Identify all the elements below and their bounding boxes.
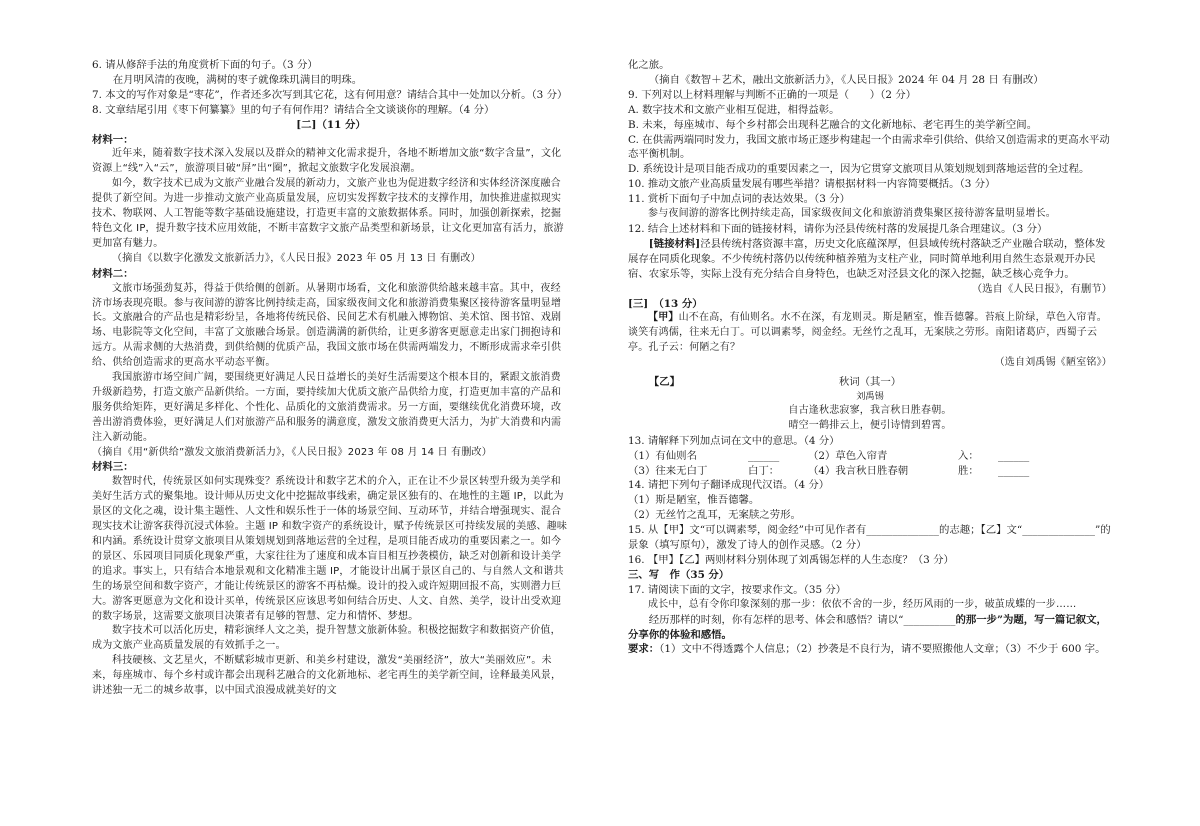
poem-line-1: 自古逢秋悲寂寥，我言秋日胜春朝。 xyxy=(788,404,952,416)
question-13-row-2 xyxy=(628,464,1112,479)
question-15-part-3: ”的景象（填写原句），激发了诗人的创作灵感。（2 分） xyxy=(628,524,1111,552)
question-17-prompt-2b: 的那一步”为题，写一篇记叙文，分享你的体验和感悟。 xyxy=(628,613,1107,641)
question-8: 8. 文章结尾引用《枣下何纂纂》里的句子有何作用？请结合全文谈谈你的理解。（4 分） xyxy=(92,103,495,116)
question-13-item-4: （4）我言秋日胜春朝 xyxy=(808,464,909,477)
question-7: 7. 本文的写作对象是“枣花”，作者还多次写到其它花，这有何用意？请结合其中一处加以分析。（3 分） xyxy=(92,88,568,101)
link-material-source: （选自《人民日报》，有删节） xyxy=(971,282,1112,295)
question-13-row-1 xyxy=(628,449,1112,464)
question-15-part-1: 15. 从【甲】文“可以调素琴，阅金经”中可见作者有 xyxy=(628,524,867,537)
question-17-prompt-2 xyxy=(628,613,1112,643)
question-17: 17. 请阅读下面的文字，按要求作文。（35 分） xyxy=(628,583,847,596)
question-13-item-3: （3）往来无白丁 xyxy=(628,464,708,477)
left-column xyxy=(92,58,570,699)
material-3-paragraph-1: 数智时代，传统景区如何实现殊变？系统设计和数字艺术的介入，正在让不少景区转型升级为美学和美好生活方式的聚集地。设计师从历史文化中挖掘故事线索，确定景区独有的、在地性的主题 IP，以此为景区的文化之魂，设计集主题性、人文性和娱乐性于一体的场景空间、互动环节，并结合增强现实、混合现实技术让游客获得沉浸式体验。主题 IP 和数字资产的系统设计，赋予传统景区可持续发展的美感、趣味和内涵。系统设计贯穿文旅项目从策划规划到落地运营的全过程，是项目能否成功的重要因素之一。如今的景区、乐园项目同质化现象严重，大家往往为了速度和成本盲目相互抄袭模仿，缺乏对创新和设计美学的追求。事实上，只有结合本地景观和文化精准主题 IP，才能设计出属于景区自己的、与自然人文和谐共生的场景空间和数字资产，才能让传统景区的游客不再枯燥。设计的投入或许短期回报不高，实则潜力巨大。游客更愿意为文化和设计买单，传统景区应该思考如何结合历史、人文、自然、美学，设计出受欢迎的数字场景，这需要文旅项目决策者有足够的智慧、定力和情怀、梦想。 xyxy=(92,476,568,622)
passage-jia xyxy=(628,311,1112,356)
link-material-label: [链接材料] xyxy=(648,237,701,250)
material-2-paragraph-2: 我国旅游市场空间广阔，要围绕更好满足人民日益增长的美好生活需要这个根本目的，紧跟文旅消费升级新趋势，打造文旅产品新供给。一方面，要持续加大优质文旅产品供给力度，打造更加丰富的产品和服务供给矩阵，更好满足多样化、个性化、品质化的文旅消费需求。另一方面，要继续优化消费环境，改善出游消费体验，更好满足人们对旅游产品和服务的满意度，激发文旅消费更大活力，为扩大消费和内需注入新动能。 xyxy=(92,372,562,443)
question-10: 10. 推动文旅产业高质量发展有哪些举措？请根据材料一内容简要概括。（3 分） xyxy=(628,178,996,191)
question-9-option-c: C. 在供需两端同时发力，我国文旅市场正逐步构建起一个由需求牵引供给、供给又创造需求的更高水平动态平衡机制。 xyxy=(628,133,1110,161)
answer-blank: ______ xyxy=(748,449,780,462)
material-3-paragraph-2: 数字技术可以活化历史，精彩演绎人文之美，提升智慧文旅新体验。积极挖掘数字和数据资产价值，成为文旅产业高质量发展的有效抓手之一。 xyxy=(92,625,561,652)
requirements-text: （1）文中不得透露个人信息；（2）抄袭是不良行为，请不要照搬他人文章；（3）不少于 600 字。 xyxy=(659,643,1106,656)
passage-yi-label: 【乙】 xyxy=(648,376,680,389)
section-2-heading: [二]（11 分） xyxy=(296,118,366,131)
material-3-source: （摘自《数智＋艺术，融出文旅新活力》，《人民日报》2024 年 04 月 28 日 有删改） xyxy=(648,73,1044,86)
answer-blank: ______ xyxy=(998,449,1030,462)
section-3-heading: [三] （13 分） xyxy=(628,297,703,310)
question-9-option-a: A. 数字技术和文旅产业相互促进，相得益彰。 xyxy=(628,103,840,116)
question-16: 16. 【甲】【乙】两则材料分别体现了刘禹锡怎样的人生态度？（3 分） xyxy=(628,554,954,566)
answer-blank: ______ xyxy=(998,464,1030,477)
poem-author: 刘禹锡 xyxy=(856,390,884,402)
material-3-paragraph-3: 科技硬核、文艺星火，不断赋彩城市更新、和美乡村建设，激发“美丽经济”，放大“美丽效应”。未来，每座城市、每个乡村或许都会出现科艺融合的文化新地标、老宅再生的美学新空间，诠释最美风景，讲述独一无二的城乡故事，以中国式浪漫成就美好的文 xyxy=(92,655,562,697)
material-1-paragraph-2: 如今，数字技术已成为文旅产业融合发展的新动力，文旅产业也为促进数字经济和实体经济深度融合提供了新空间。为进一步推动文旅产业高质量发展，应切实发挥数字技术的支撑作用，加快推进虚拟现实技术、物联网、人工智能等数字基础设施建设，打造更丰富的文旅数据体系。同时，加强创新探索，挖掘特色文化 IP，提升数字技术应用效能，不断丰富数字文旅产品类型和新场景，让文化更加富有活力，旅游更加富有魅力。 xyxy=(92,178,564,249)
passage-yi-header xyxy=(628,375,1112,390)
question-15-part-2: 的志趣；【乙】文“ xyxy=(939,524,1023,537)
title-blank: __________ xyxy=(903,613,956,626)
right-column xyxy=(628,58,1112,657)
material-1-title: 材料一： xyxy=(92,133,134,146)
question-13: 13. 请解释下列加点词在文中的意思。（4 分） xyxy=(628,434,840,447)
question-13-item-3-word: 白丁： xyxy=(748,464,780,477)
question-13-item-1: （1）有仙则名 xyxy=(628,449,697,462)
question-9: 9. 下列对以上材料理解与判断不正确的一项是（ ）（2 分） xyxy=(628,88,917,101)
question-11-quote: 参与夜间游的游客比例持续走高，国家级夜间文化和旅游消费集聚区接待游客量明显增长。 xyxy=(648,208,1056,220)
question-17-prompt-2a: 经历那样的时刻，你有怎样的思考、体会和感悟？请以“ xyxy=(648,613,904,626)
question-14-item-2: （2）无丝竹之乱耳，无案牍之劳形。 xyxy=(628,509,801,522)
writing-section-heading: 三、写 作（35 分） xyxy=(628,568,730,581)
material-1-source: （摘自《以数字化激发文旅新活力》，《人民日报》2023 年 05 月 13 日 有删改） xyxy=(112,252,481,264)
question-14: 14. 请把下列句子翻译成现代汉语。（4 分） xyxy=(628,479,830,492)
question-12: 12. 结合上述材料和下面的链接材料，请你为泾县传统村落的发展提几条合理建议。（3 分） xyxy=(628,222,1048,235)
question-13-item-2: （2）草色入帘青 xyxy=(808,449,888,462)
question-15 xyxy=(628,523,1112,553)
material-3-ending: 化之旅。 xyxy=(628,59,670,71)
passage-jia-text: 山不在高，有仙则名。水不在深，有龙则灵。斯是陋室，惟吾德馨。苔痕上阶绿，草色入帘青。谈笑有鸿儒，往来无白丁。可以调素琴，阅金经。无丝竹之乱耳，无案牍之劳形。南阳诸葛庐，西蜀子云亭。孔子云：何陋之有？ xyxy=(628,312,1108,354)
link-material xyxy=(628,237,1112,282)
passage-jia-source: （选自刘禹锡《陋室铭》） xyxy=(994,357,1112,369)
question-17-prompt-1: 成长中，总有令你印象深刻的那一步：依依不舍的一步，经历风雨的一步，破茧成蝶的一步…… xyxy=(648,598,1077,610)
link-material-text: 泾县传统村落资源丰富，历史文化底蕴深厚，但县域传统村落缺乏产业融合联动，整体发展存在同质化现象。不少传统村落仍以传统种植养殖为支柱产业，同时简单地利用自然生态景观开办民宿、农家乐等，实际上没有充分结合自身特色，也缺乏对泾县文化的深入挖掘，缺乏核心竞争力。 xyxy=(628,237,1106,280)
material-2-title: 材料二： xyxy=(92,267,134,280)
requirements-label: 要求： xyxy=(628,643,660,656)
material-2-source: （摘自《用“新供给”激发文旅消费新活力》，《人民日报》2023 年 08 月 14 日 有删改） xyxy=(92,446,492,458)
question-13-item-4-word: 胜： xyxy=(958,464,979,477)
material-1-paragraph-1: 近年来，随着数字技术深入发展以及群众的精神文化需求提升，各地不断增加文旅“数字含量”，文化资源上“线”入“云”，旅游项目破“屏”出“圈”，掀起文旅数字化发展浪潮。 xyxy=(92,148,562,175)
passage-jia-label: 【甲】 xyxy=(648,312,679,324)
material-2-paragraph-1: 文旅市场强劲复苏，得益于供给侧的创新。从暑期市场看，文化和旅游供给越来越丰富。其中，夜经济市场表现亮眼。参与夜间游的游客比例持续走高，国家级夜间文化和旅游消费集聚区接待游客量明显增长。文旅融合的产品也是精彩纷呈，各地将传统民俗、民间艺术有机融入博物馆、美术馆、图书馆、戏剧场、电影院等文化空间，丰富了文旅融合场景。创造满满的新供给，让更多游客更愿意走出家门拥抱诗和远方。从需求侧的大热消费，到供给侧的优质产品，我国文旅市场在供需两端发力，不断形成需求牵引供给、供给创造需求的更高水平动态平衡。 xyxy=(92,282,562,369)
question-9-option-b: B. 未来，每座城市、每个乡村都会出现科艺融合的文化新地标、老宅再生的美学新空间。 xyxy=(628,118,1038,131)
poem-line-2: 晴空一鹤排云上，便引诗情到碧霄。 xyxy=(788,419,952,431)
question-13-item-2-word: 入： xyxy=(958,449,979,462)
question-11: 11. 赏析下面句子中加点词的表达效果。（3 分） xyxy=(628,193,850,206)
answer-blank: ______________ xyxy=(1022,524,1095,537)
question-14-item-1: （1）斯是陋室，惟吾德馨。 xyxy=(628,494,760,507)
question-6: 6. 请从修辞手法的角度赏析下面的句子。（3 分） xyxy=(92,59,318,71)
question-9-option-d: D. 系统设计是项目能否成功的重要因素之一，因为它贯穿文旅项目从策划规划到落地运营的全过程。 xyxy=(628,163,1090,176)
question-6-quote: 在月明风清的夜晚，满树的枣子就像珠玑满目的明珠。 xyxy=(112,73,363,86)
material-3-title: 材料三： xyxy=(92,461,134,474)
question-17-requirements xyxy=(628,642,1112,657)
poem-title: 秋词（其一） xyxy=(838,376,902,389)
answer-blank: ______________ xyxy=(866,524,939,537)
